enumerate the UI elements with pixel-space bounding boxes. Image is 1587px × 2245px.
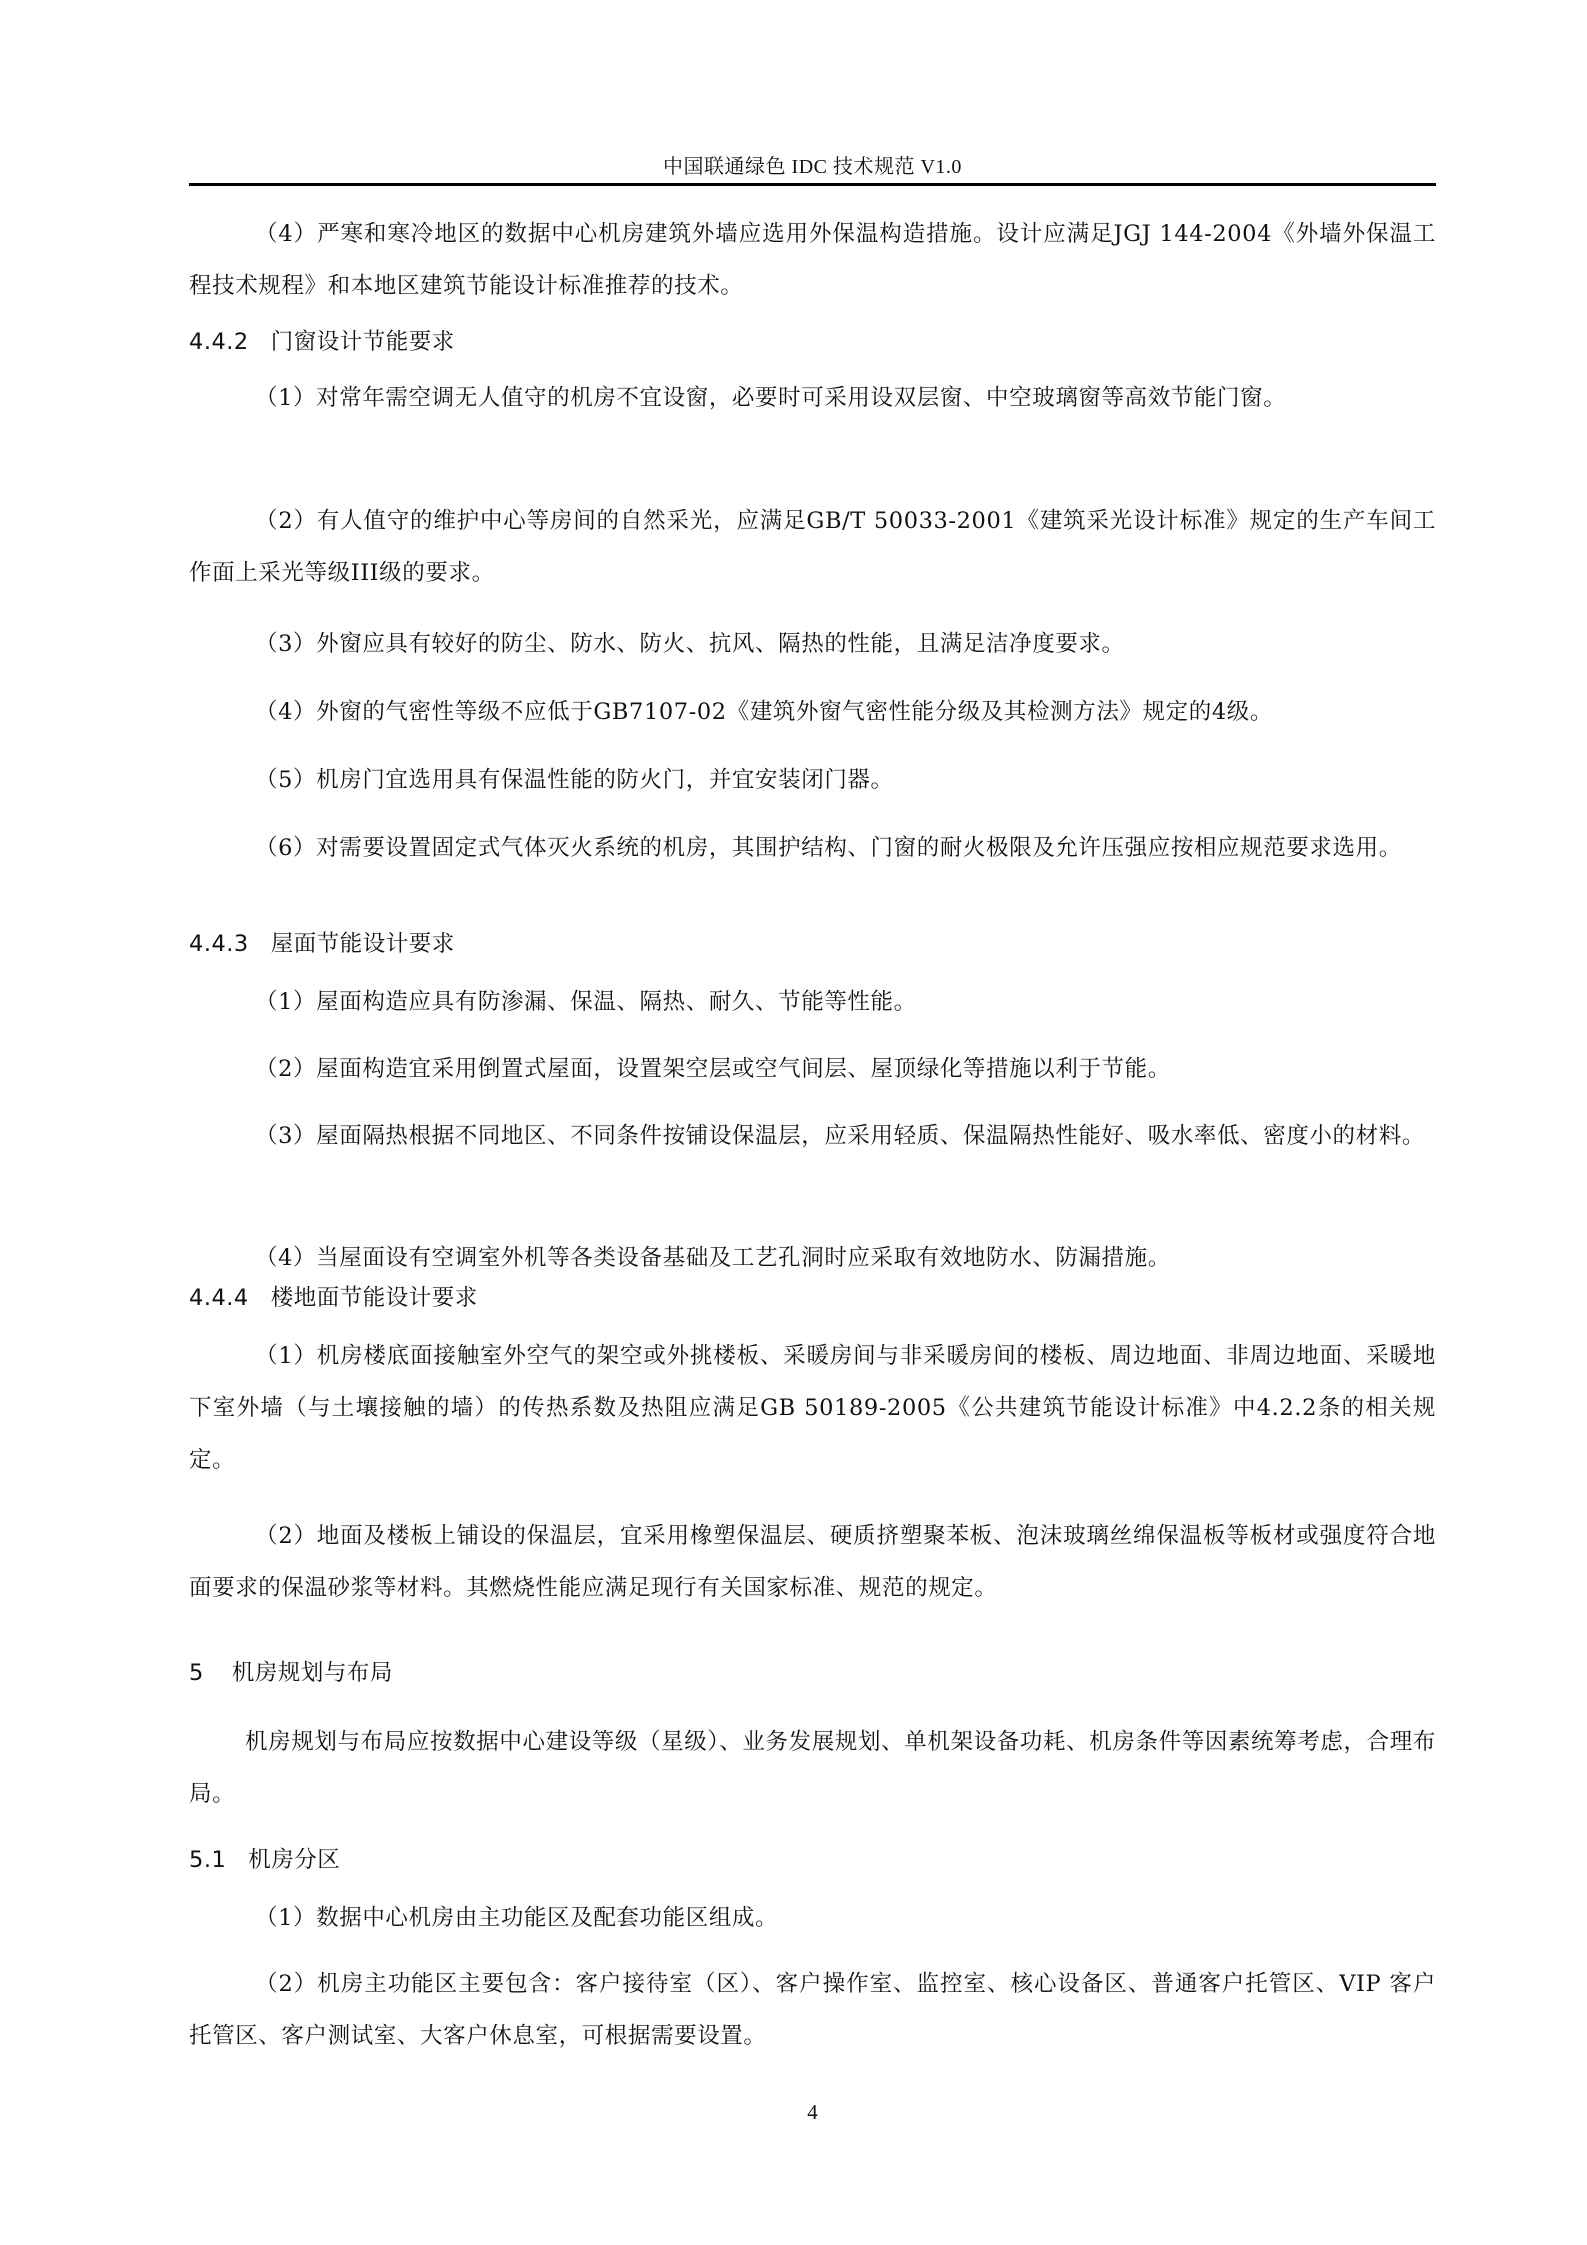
paragraph-4-4-2-item-1: （1）对常年需空调无人值守的机房不宜设窗，必要时可采用设双层窗、中空玻璃窗等高效节能门窗。 — [255, 385, 1287, 411]
paragraph-4-4-4-item-2: （2）地面及楼板上铺设的保温层，宜采用橡塑保温层、硬质挤塑聚苯板、泡沫玻璃丝绵保温板等板材或强度符合地面要求的保温砂浆等材料。其燃烧性能应满足现行有关国家标准、规范的规定。 — [189, 1523, 1436, 1601]
section-heading-4-4-4 — [189, 1278, 1436, 1318]
running-header: 中国联通绿色 IDC 技术规范 V1.0 — [663, 156, 962, 178]
paragraph-4-4-2-item-6: （6）对需要设置固定式气体灭火系统的机房，其围护结构、门窗的耐火极限及允许压强应按相应规范要求选用。 — [255, 835, 1402, 861]
section-title: 楼地面节能设计要求 — [270, 1285, 478, 1311]
paragraph-block — [189, 1716, 1436, 1820]
paragraph-4-4-3-item-1: （1）屋面构造应具有防渗漏、保温、隔热、耐久、节能等性能。 — [255, 989, 917, 1015]
paragraph-5-1-item-2: （2）机房主功能区主要包含：客户接待室（区）、客户操作室、监控室、核心设备区、普通客户托管区、VIP 客户托管区、客户测试室、大客户休息室，可根据需要设置。 — [189, 1971, 1436, 2049]
section-heading-4-4-2 — [189, 322, 1436, 362]
section-number: 5 — [189, 1660, 204, 1686]
paragraph-4-4-4-item-1: （1）机房楼底面接触室外空气的架空或外挑楼板、采暖房间与非采暖房间的楼板、周边地面、非周边地面、采暖地下室外墙（与土壤接触的墙）的传热系数及热阻应满足GB 50189-2005《公共建筑节能设计标准》中4.2.2条的相关规定。 — [189, 1343, 1436, 1473]
section-number: 4.4.4 — [189, 1285, 249, 1311]
paragraph-4-4-2-item-5: （5）机房门宜选用具有保温性能的防火门，并宜安装闭门器。 — [255, 767, 894, 793]
section-number: 4.4.3 — [189, 931, 249, 957]
section-number: 5.1 — [189, 1847, 227, 1873]
paragraph-block — [189, 372, 1436, 424]
paragraph-4-4-3-item-4: （4）当屋面设有空调室外机等各类设备基础及工艺孔洞时应采取有效地防水、防漏措施。 — [255, 1245, 1171, 1271]
document-page — [189, 0, 1436, 2245]
paragraph-4-4-2-item-2: （2）有人值守的维护中心等房间的自然采光，应满足GB/T 50033-2001《建筑采光设计标准》规定的生产车间工作面上采光等级III级的要求。 — [189, 508, 1436, 586]
paragraph-4-4-3-item-3: （3）屋面隔热根据不同地区、不同条件按铺设保温层，应采用轻质、保温隔热性能好、吸水率低、密度小的材料。 — [255, 1123, 1425, 1149]
paragraph-5-intro: 机房规划与布局应按数据中心建设等级（星级）、业务发展规划、单机架设备功耗、机房条件等因素统筹考虑，合理布局。 — [189, 1729, 1436, 1807]
paragraph-block — [189, 822, 1436, 874]
paragraph-4-4-2-item-3: （3）外窗应具有较好的防尘、防水、防火、抗风、隔热的性能，且满足洁净度要求。 — [255, 631, 1125, 657]
paragraph-5-1-item-1: （1）数据中心机房由主功能区及配套功能区组成。 — [255, 1905, 779, 1931]
section-title: 机房分区 — [248, 1847, 341, 1873]
section-title: 机房规划与布局 — [231, 1660, 393, 1686]
paragraph-block — [189, 495, 1436, 599]
section-heading-4-4-3 — [189, 924, 1436, 964]
paragraph-block — [189, 1958, 1436, 2062]
page-number: 4 — [807, 2100, 818, 2124]
paragraph-block — [189, 976, 1436, 1028]
paragraph-block — [189, 754, 1436, 806]
header-divider — [189, 183, 1436, 186]
paragraph-block — [189, 1232, 1436, 1284]
section-title: 屋面节能设计要求 — [270, 931, 455, 957]
paragraph-block — [189, 686, 1436, 738]
section-heading-5-1 — [189, 1840, 1436, 1880]
paragraph-block — [189, 1510, 1436, 1614]
paragraph-4-4-2-item-4: （4）外窗的气密性等级不应低于GB7107-02《建筑外窗气密性能分级及其检测方法》规定的4级。 — [255, 699, 1273, 725]
section-heading-5 — [189, 1653, 1436, 1693]
paragraph-block — [189, 1892, 1436, 1944]
paragraph-block — [189, 1330, 1436, 1486]
section-number: 4.4.2 — [189, 329, 249, 355]
paragraph-block — [189, 208, 1436, 312]
paragraph-4-4-1-item-4: （4）严寒和寒冷地区的数据中心机房建筑外墙应选用外保温构造措施。设计应满足JGJ 144-2004《外墙外保温工程技术规程》和本地区建筑节能设计标准推荐的技术。 — [189, 221, 1436, 299]
paragraph-block — [189, 1043, 1436, 1095]
paragraph-block — [189, 1110, 1436, 1162]
paragraph-4-4-3-item-2: （2）屋面构造宜采用倒置式屋面，设置架空层或空气间层、屋顶绿化等措施以利于节能。 — [255, 1056, 1171, 1082]
section-title: 门窗设计节能要求 — [270, 329, 455, 355]
paragraph-block — [189, 618, 1436, 670]
